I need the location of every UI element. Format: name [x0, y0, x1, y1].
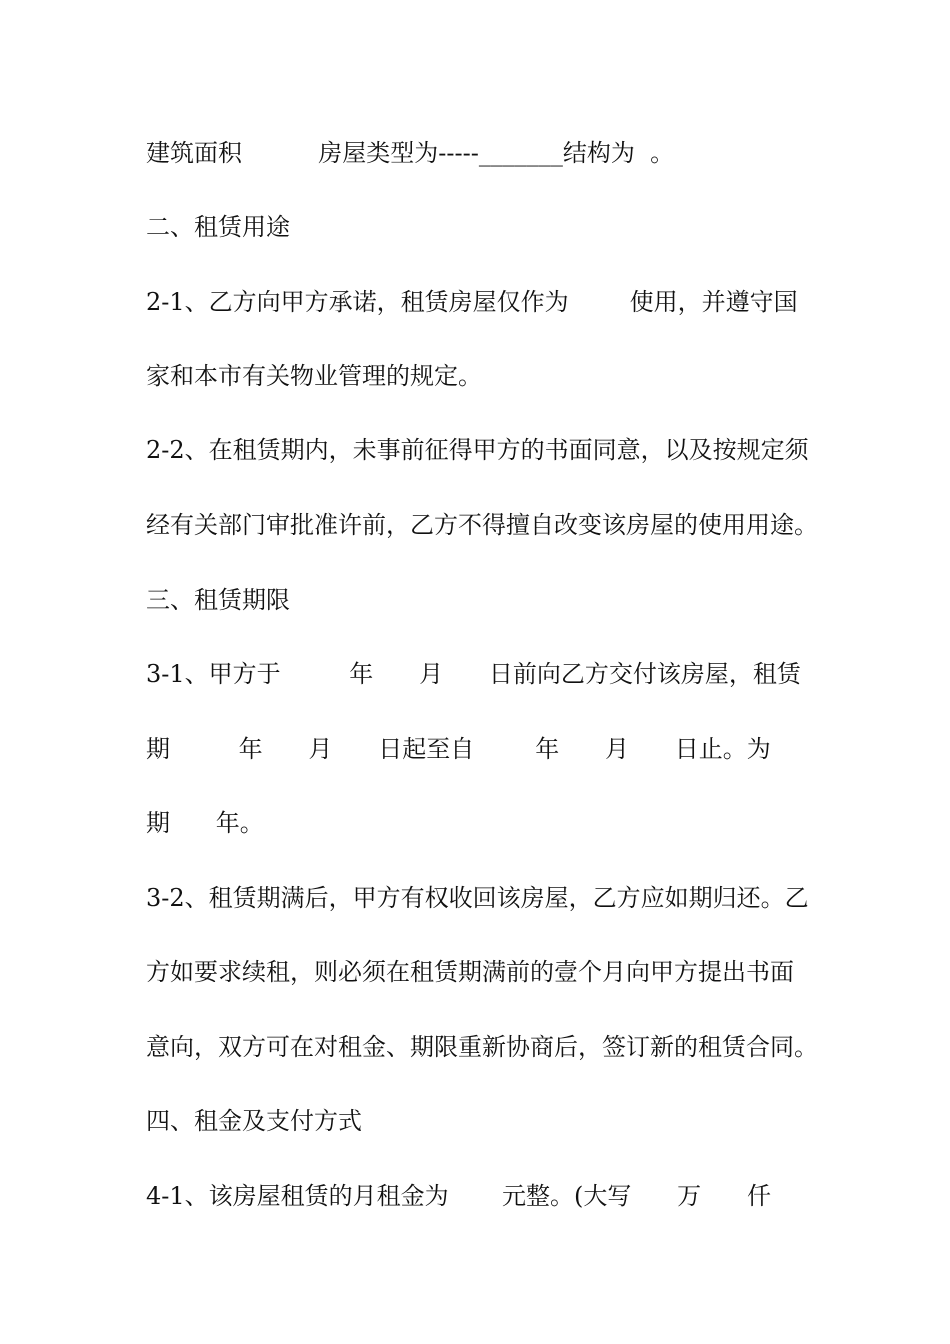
clause-3-1-line-3: 期 年。: [146, 809, 264, 837]
section-heading-2: 二、租赁用途: [146, 213, 290, 241]
clause-2-1-line-1: 2-1、乙方向甲方承诺，租赁房屋仅作为 使用，并遵守国: [146, 288, 798, 316]
clause-2-2-line-1: 2-2、在租赁期内，未事前征得甲方的书面同意，以及按规定须: [146, 436, 809, 464]
clause-2-1-line-2: 家和本市有关物业管理的规定。: [146, 362, 482, 390]
clause-3-2-line-1: 3-2、租赁期满后，甲方有权收回该房屋，乙方应如期归还。乙: [146, 884, 809, 912]
clause-3-1-line-2: 期 年 月 日起至自 年 月 日止。为: [146, 735, 771, 763]
clause-2-2-line-2: 经有关部门审批准许前，乙方不得擅自改变该房屋的使用用途。: [146, 511, 818, 539]
text-line-area-type: 建筑面积 房屋类型为-----_______结构为 。: [146, 139, 675, 167]
clause-4-1-line-1: 4-1、该房屋租赁的月租金为 元整。(大写 万 仟: [146, 1182, 771, 1210]
clause-3-2-line-2: 方如要求续租，则必须在租赁期满前的壹个月向甲方提出书面: [146, 958, 794, 986]
section-heading-3: 三、租赁期限: [146, 586, 290, 614]
clause-3-2-line-3: 意向，双方可在对租金、期限重新协商后，签订新的租赁合同。: [146, 1033, 818, 1061]
section-heading-4: 四、租金及支付方式: [146, 1107, 362, 1135]
clause-3-1-line-1: 3-1、甲方于 年 月 日前向乙方交付该房屋，租赁: [146, 660, 801, 688]
